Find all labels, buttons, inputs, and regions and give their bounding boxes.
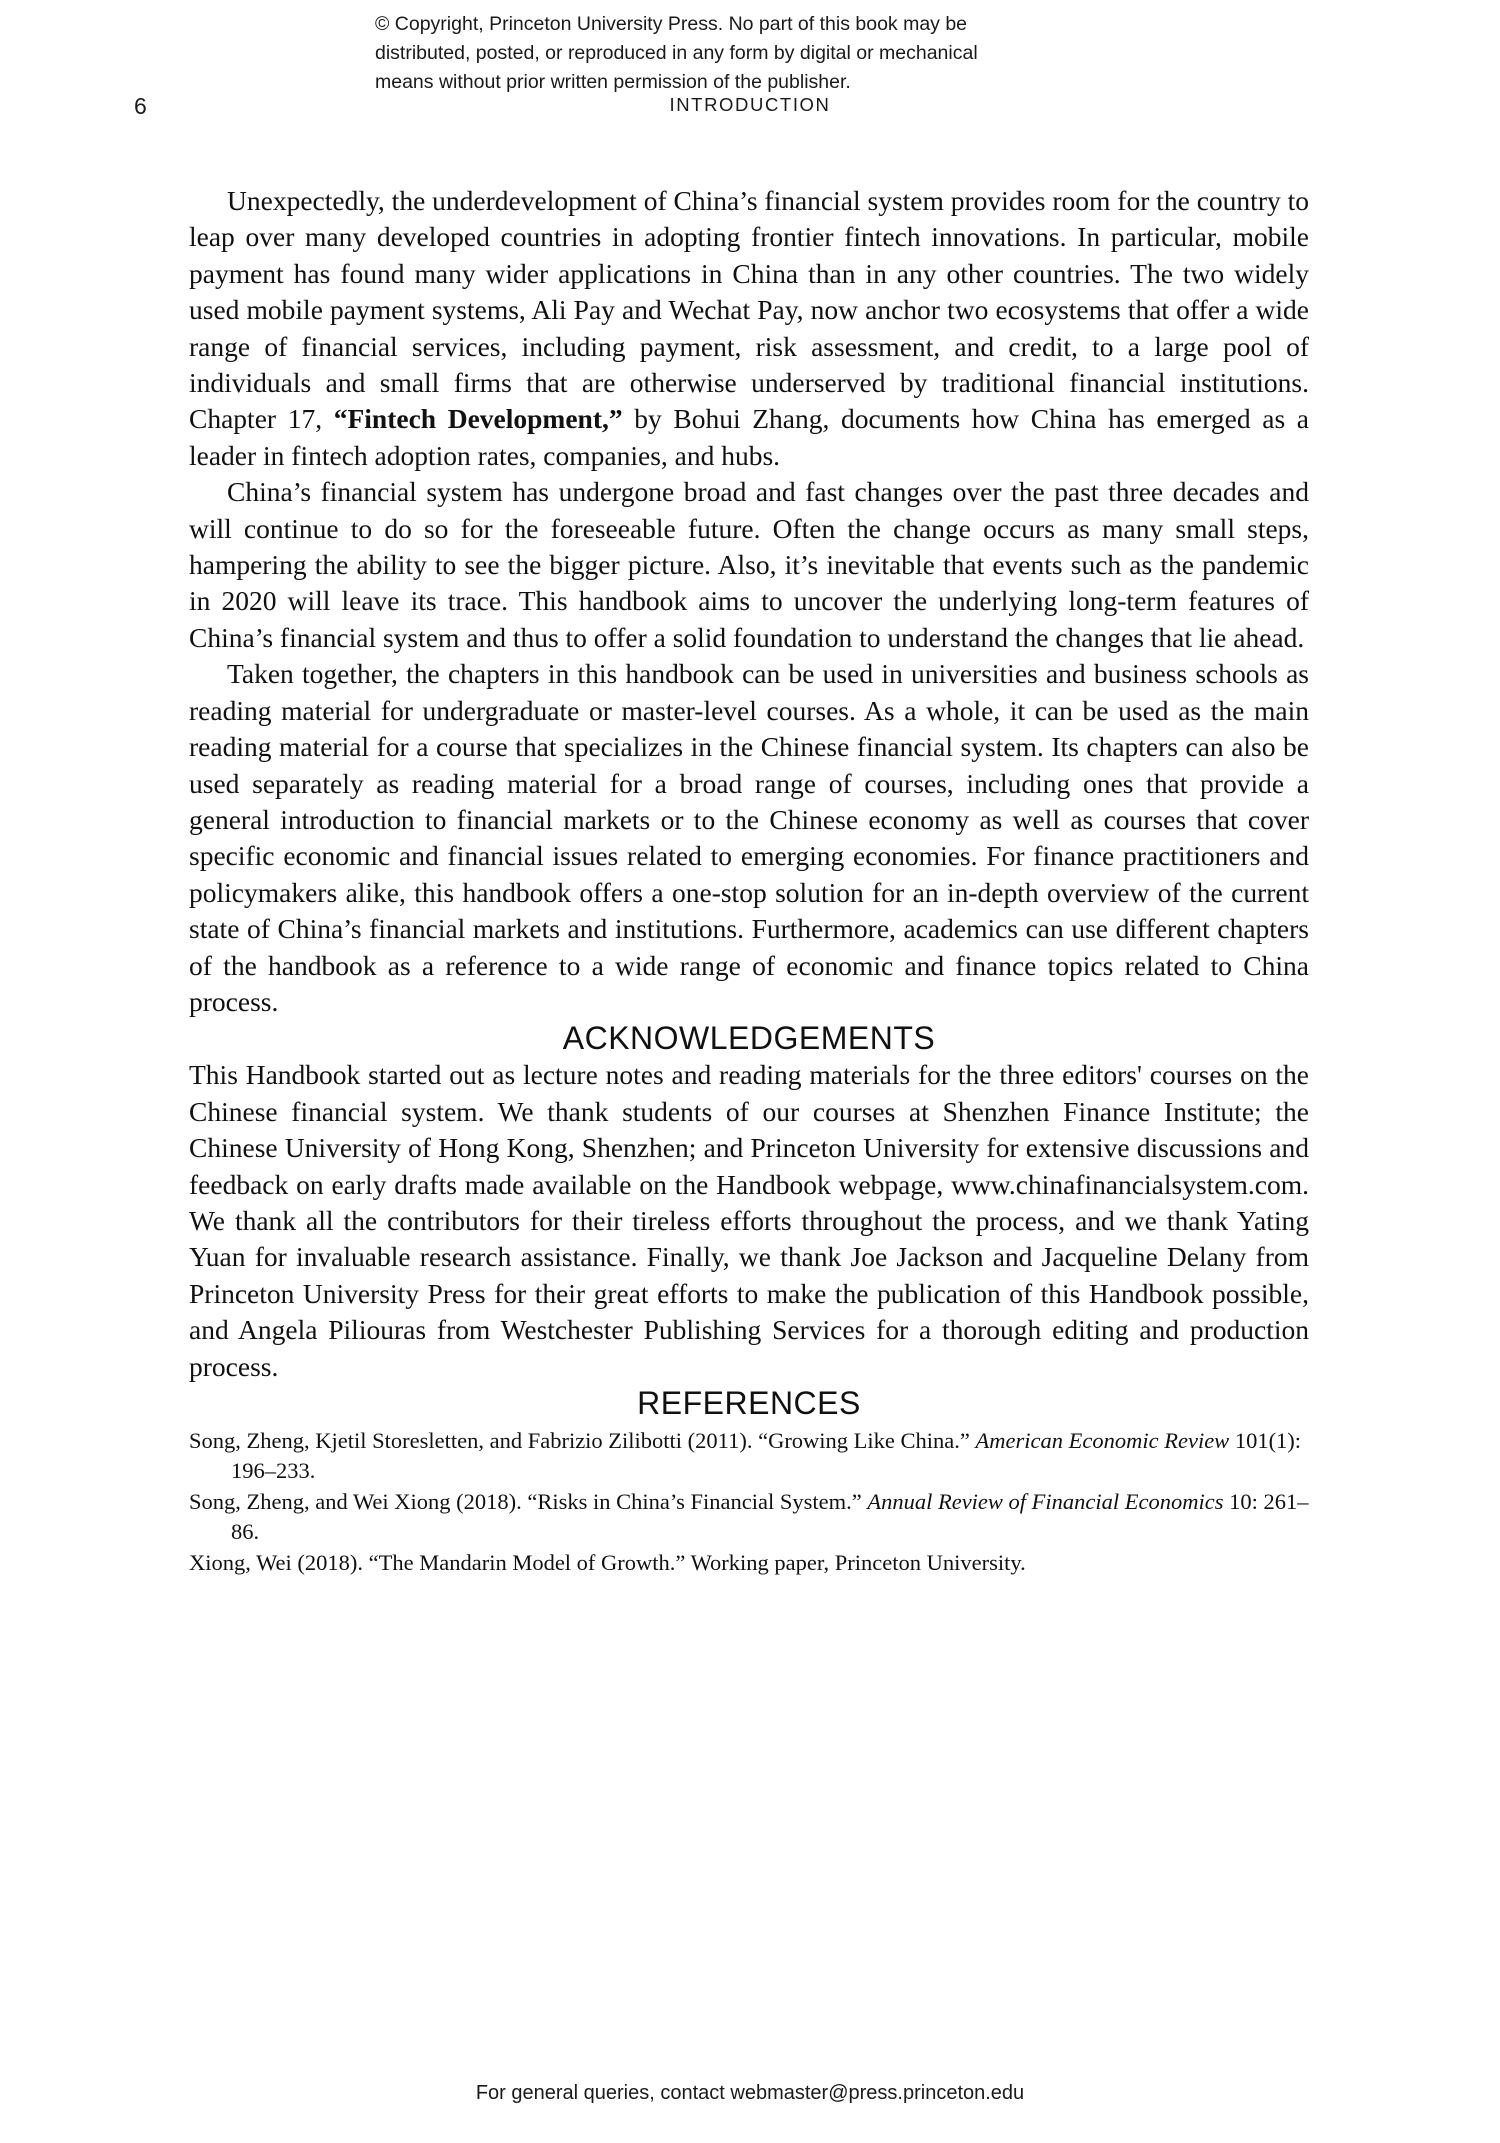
reference-text-post: 101(1): 196–233.: [231, 1428, 1302, 1483]
reference-journal-title: Annual Review of Financial Economics: [867, 1489, 1224, 1514]
copyright-notice: [375, 10, 1115, 97]
body-paragraph-2: China’s financial system has undergone broad and fast changes over the past three decades and will continue to do so for the foreseeable future. Often the change occurs as many small steps, hampering the ability to see the bigger picture. Also, it’s inevitable that events such as the pandemic in 2020 will leave its trace. This handbook aims to uncover the underlying long-term features of China’s financial system and thus to offer a solid foundation to understand the changes that lie ahead.: [189, 476, 1309, 653]
running-head-title: INTRODUCTION: [669, 94, 831, 115]
page-footer: For general queries, contact webmaster@press.princeton.edu: [475, 2082, 1025, 2104]
acknowledgements-heading: ACKNOWLEDGEMENTS: [562, 1020, 936, 1057]
acknowledgements-paragraph: This Handbook started out as lecture notes and reading materials for the three editors' courses on the Chinese financial system. We thank students of our courses at Shenzhen Finance Institute; the Chinese University of Hong Kong, Shenzhen; and Princeton University for extensive discussions and feedback on early drafts made available on the Handbook webpage, www.chinafinancialsystem.com. We thank all the contributors for their tireless efforts throughout the process, and we thank Yating Yuan for invaluable research assistance. Finally, we thank Joe Jackson and Jacqueline Delany from Princeton University Press for their great efforts to make the publication of this Handbook possible, and Angela Piliouras from Westchester Publishing Services for a thorough editing and production process.: [189, 1059, 1309, 1382]
references-list: [189, 1426, 1309, 1578]
reference-entry: [189, 1487, 1309, 1547]
reference-text-pre: Xiong, Wei (2018). “The Mandarin Model of Growth.” Working paper, Princeton University.: [189, 1550, 1026, 1575]
text-column: [189, 183, 1309, 1579]
reference-text-pre: Song, Zheng, Kjetil Storesletten, and Fabrizio Zilibotti (2011). “Growing Like China.”: [189, 1428, 976, 1453]
body-paragraph-3: Taken together, the chapters in this handbook can be used in universities and business schools as reading material for undergraduate or master-level courses. As a whole, it can be used as the main reading material for a course that specializes in the Chinese financial system. Its chapters can also be used separately as reading material for a broad range of courses, including ones that provide a general introduction to financial markets or to the Chinese economy as well as courses that cover specific economic and financial issues related to emerging economies. For finance practitioners and policymakers alike, this handbook offers a one-stop solution for an in-depth overview of the current state of China’s financial markets and institutions. Furthermore, academics can use different chapters of the handbook as a reference to a wide range of economic and finance topics related to China process.: [189, 658, 1309, 1017]
copyright-line-1: © Copyright, Princeton University Press. No part of this book may be: [375, 13, 968, 35]
reference-entry: [189, 1426, 1309, 1486]
page-number: 6: [134, 93, 147, 119]
references-heading: REFERENCES: [637, 1385, 861, 1421]
copyright-line-2: distributed, posted, or reproduced in any form by digital or mechanical: [375, 42, 978, 64]
reference-journal-title: American Economic Review: [975, 1428, 1230, 1453]
running-head-row: [0, 92, 1500, 120]
reference-entry: [189, 1548, 1309, 1578]
body-paragraph-1: [189, 183, 1309, 474]
reference-text-post: 10: 261–86.: [231, 1489, 1309, 1544]
chapter-title-bold: “Fintech Development,”: [333, 403, 623, 435]
paragraph-1-part-b: by Bohui Zhang, documents how China has emerged as a leader in fintech adoption rates, companies, and hubs.: [189, 403, 1309, 471]
copyright-line-3: means without prior written permission of the publisher.: [375, 71, 851, 93]
reference-text-pre: Song, Zheng, and Wei Xiong (2018). “Risks in China’s Financial System.”: [189, 1489, 868, 1514]
paragraph-1-part-a: Unexpectedly, the underdevelopment of China’s financial system provides room for the country to leap over many developed countries in adopting frontier fintech innovations. In particular, mobile payment has found many wider applications in China than in any other countries. The two widely used mobile payment systems, Ali Pay and Wechat Pay, now anchor two ecosystems that offer a wide range of financial services, including payment, risk assessment, and credit, to a large pool of individuals and small firms that are otherwise underserved by traditional financial institutions. Chapter 17,: [189, 185, 1309, 435]
